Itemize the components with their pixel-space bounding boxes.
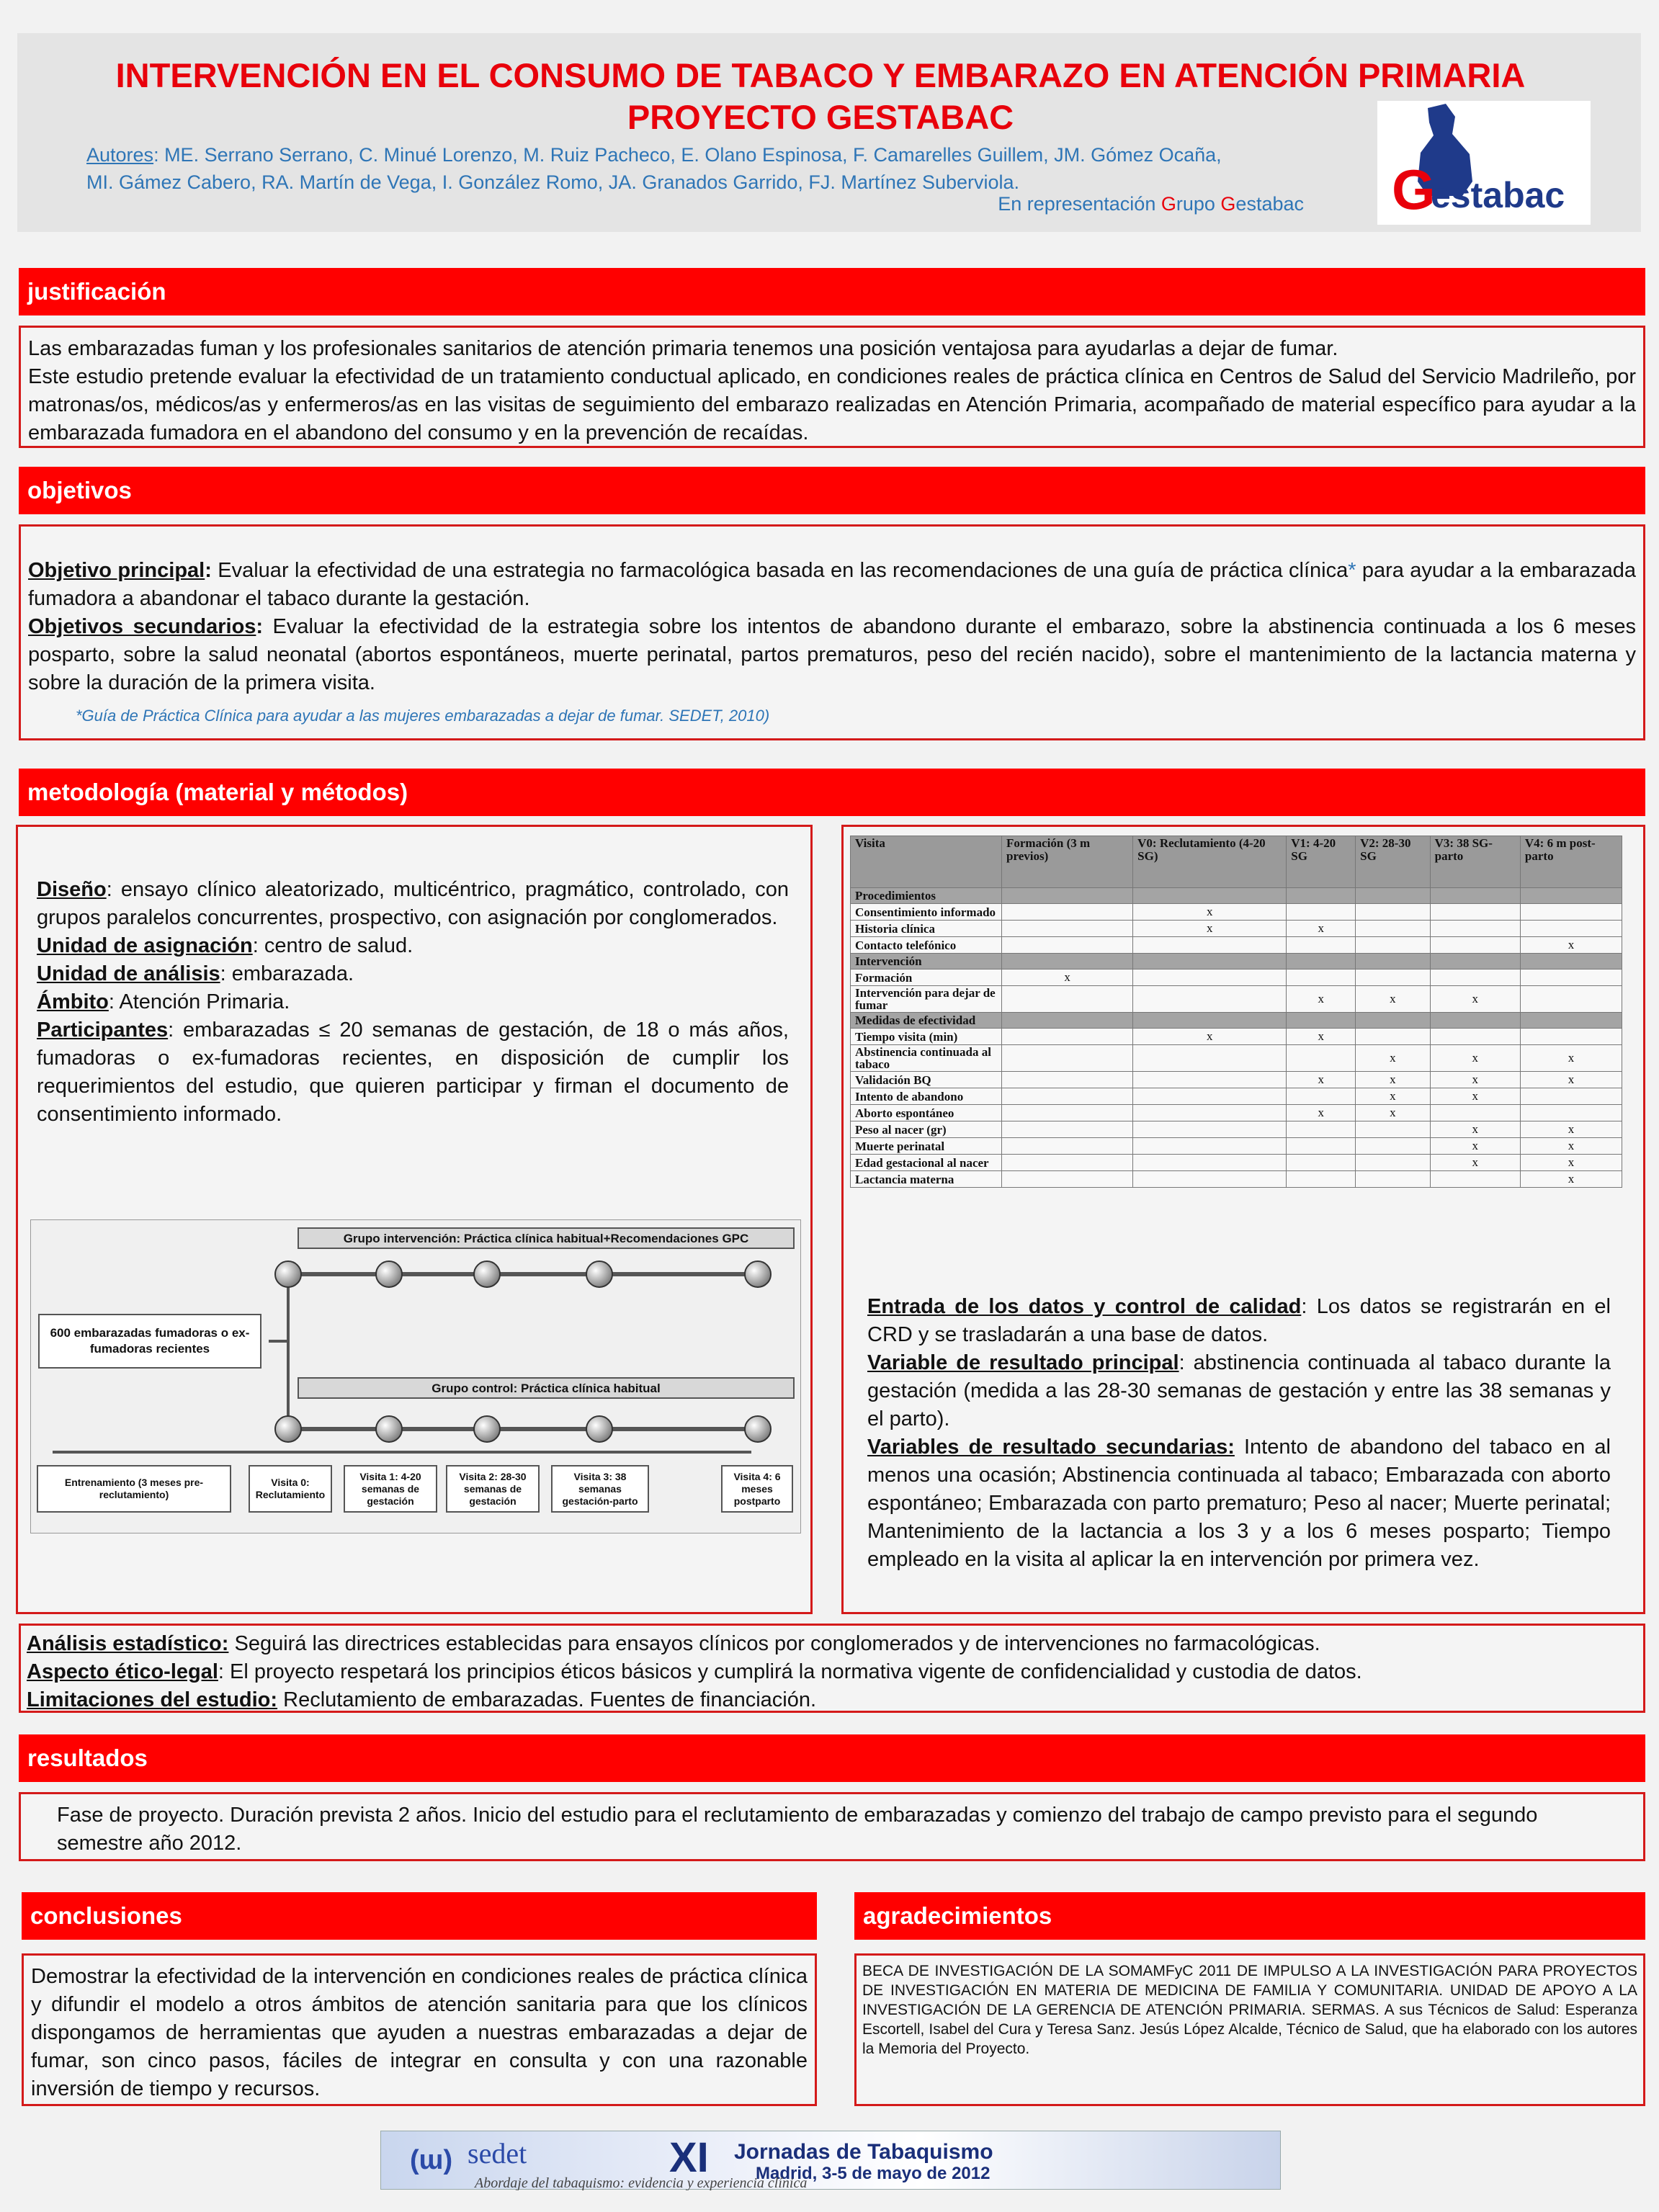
jornadas-banner-art [381, 2131, 1282, 2190]
stage-training: Entrenamiento (3 meses pre-reclutamiento) [37, 1465, 231, 1513]
variables-secundarias-item: Variables de resultado secundarias: Intento de abandono del tabaco en al menos una ocasión; Abstinencia continuada al tabaco; Embarazada con aborto espontáneo; Embarazada con parto prematuro; Peso al nacer; Muerte perinatal; Mantenimiento de la lactancia a los 3 y a los 6 meses posparto; Tiempo empleado en la visita al aplicar la en intervención por primera vez. [867, 1436, 1611, 1571]
table-cell [1356, 954, 1431, 970]
table-header-cell: V0: Reclutamiento (4-20 SG) [1133, 836, 1287, 888]
table-cell: x [1356, 1045, 1431, 1072]
guia-reference: *Guía de Práctica Clínica para ayudar a las mujeres embarazadas a dejar de fumar. SEDET, 2010) [76, 707, 770, 725]
table-cell: x [1430, 1138, 1520, 1155]
table-cell [1002, 1045, 1133, 1072]
resultados-text: Fase de proyecto. Duración prevista 2 años. Inicio del estudio para el reclutamiento de embarazadas y comienzo del trabajo de campo previsto para el segundo semestre año 2012. [57, 1804, 1538, 1855]
table-cell [1520, 921, 1622, 937]
table-cell [1002, 1105, 1133, 1121]
table-row [851, 1171, 1622, 1188]
table-row [851, 1088, 1622, 1105]
table-cell: x [1430, 1045, 1520, 1072]
table-cell: x [1520, 1045, 1622, 1072]
table-row [851, 1138, 1622, 1155]
table-cell [1287, 937, 1356, 954]
table-cell [1133, 888, 1287, 904]
authors-line2: MI. Gámez Cabero, RA. Martín de Vega, I. González Romo, JA. Granados Garrido, FJ. Martínez Suberviola. [86, 171, 1020, 193]
table-cell [1430, 904, 1520, 921]
table-cell: x [1356, 1105, 1431, 1121]
jornadas-banner [380, 2131, 1281, 2190]
metodologia-heading: metodología (material y métodos) [19, 769, 1645, 816]
table-cell: x [1520, 1121, 1622, 1138]
table-cell [1356, 1029, 1431, 1045]
table-cell [1287, 888, 1356, 904]
jornadas-date: Madrid, 3-5 de mayo de 2012 [756, 2164, 991, 2183]
intervention-node-2 [473, 1261, 501, 1288]
table-cell [1002, 1072, 1133, 1088]
stage-visit-4: Visita 4: 6 meses postparto [721, 1465, 793, 1513]
table-cell: x [1520, 1072, 1622, 1088]
table-cell: x [1430, 986, 1520, 1013]
table-cell: Formación [851, 970, 1002, 986]
table-cell [1520, 1088, 1622, 1105]
control-node-1 [375, 1415, 403, 1443]
gestabac-logo-icon [1377, 101, 1591, 225]
conclusiones-heading: conclusiones [22, 1892, 817, 1940]
jornadas-subtitle: Abordaje del tabaquismo: evidencia y experiencia clínica [475, 2175, 808, 2190]
table-cell [1002, 921, 1133, 937]
table-cell: Lactancia materna [851, 1171, 1002, 1188]
table-cell: x [1356, 986, 1431, 1013]
table-cell [1133, 1013, 1287, 1029]
table-cell [1133, 1121, 1287, 1138]
table-cell [1002, 1029, 1133, 1045]
participantes-item: Participantes: embarazadas ≤ 20 semanas de gestación, de 18 o más años, fumadoras o ex-fumadoras recientes, en disposición de cumplir los requerimientos del estudio, que quieren participar y firman el documento de consentimiento informado. [37, 1018, 789, 1126]
control-node-0 [274, 1415, 302, 1443]
unidad-asignacion-item: Unidad de asignación: centro de salud. [37, 934, 413, 957]
table-cell [1002, 904, 1133, 921]
table-cell: Abstinencia continuada al tabaco [851, 1045, 1002, 1072]
table-cell [1356, 1155, 1431, 1171]
xi-roman: XI [669, 2134, 709, 2181]
table-row [851, 986, 1622, 1013]
variable-principal-item: Variable de resultado principal: abstinencia continuada al tabaco durante la gestación (medida a las 28-30 semanas de gestación y entre las 38 semanas y el parto). [867, 1351, 1611, 1430]
table-row [851, 921, 1622, 937]
table-cell: x [1430, 1088, 1520, 1105]
table-cell [1002, 1155, 1133, 1171]
table-cell: x [1430, 1155, 1520, 1171]
table-cell: Intervención [851, 954, 1002, 970]
metodologia-right-text [867, 1293, 1611, 1574]
table-cell [1002, 1013, 1133, 1029]
table-header-cell: V1: 4-20 SG [1287, 836, 1356, 888]
authors-block [86, 141, 1311, 196]
table-cell [1430, 1029, 1520, 1045]
intervention-node-4 [744, 1261, 772, 1288]
table-cell [1520, 954, 1622, 970]
visits-table-wrapper [850, 836, 1622, 1276]
table-cell: x [1287, 1029, 1356, 1045]
table-cell: Consentimiento informado [851, 904, 1002, 921]
table-cell [1430, 937, 1520, 954]
table-cell [1520, 986, 1622, 1013]
table-cell [1287, 970, 1356, 986]
table-cell: x [1287, 921, 1356, 937]
table-cell [1002, 1088, 1133, 1105]
table-cell [1002, 1171, 1133, 1188]
group-representation: En representación Grupo Gestabac [998, 193, 1304, 215]
table-row [851, 904, 1622, 921]
control-node-3 [586, 1415, 613, 1443]
stage-visit-2: Visita 2: 28-30 semanas de gestación [446, 1465, 540, 1513]
stage-visit-3: Visita 3: 38 semanas gestación-parto [551, 1465, 649, 1513]
table-cell [1356, 970, 1431, 986]
table-header-cell: Formación (3 m previos) [1002, 836, 1133, 888]
table-cell [1133, 937, 1287, 954]
table-cell [1430, 1171, 1520, 1188]
table-cell: Validación BQ [851, 1072, 1002, 1088]
analisis-item: Análisis estadístico: Seguirá las directrices establecidas para ensayos clínicos por conglomerados y de intervenciones no farmacológicas. [27, 1632, 1320, 1655]
table-cell [1287, 904, 1356, 921]
table-cell [1133, 1138, 1287, 1155]
aspecto-item: Aspecto ético-legal: El proyecto respetará los principios éticos básicos y cumplirá la normativa vigente de confidencialidad y custodia de datos. [27, 1660, 1362, 1683]
table-section-row [851, 1013, 1622, 1029]
table-row [851, 1105, 1622, 1121]
table-row [851, 970, 1622, 986]
table-cell [1133, 986, 1287, 1013]
table-cell: Procedimientos [851, 888, 1002, 904]
logo-text: estabac [1431, 175, 1565, 215]
table-cell: Medidas de efectividad [851, 1013, 1002, 1029]
table-cell [1430, 921, 1520, 937]
table-cell [1520, 1013, 1622, 1029]
sedet-text: sedet [468, 2137, 527, 2170]
poster-title-line2: PROYECTO GESTABAC [627, 98, 1014, 136]
group-control-label: Grupo control: Práctica clínica habitual [298, 1377, 795, 1399]
table-cell: Muerte perinatal [851, 1138, 1002, 1155]
table-cell: x [1287, 1105, 1356, 1121]
table-cell [1287, 1155, 1356, 1171]
table-cell [1133, 1105, 1287, 1121]
conclusiones-box [22, 1953, 817, 2106]
table-cell: Historia clínica [851, 921, 1002, 937]
table-row [851, 1121, 1622, 1138]
limitaciones-item: Limitaciones del estudio: Reclutamiento de embarazadas. Fuentes de financiación. [27, 1688, 817, 1711]
intervention-node-1 [375, 1261, 403, 1288]
poster-title-line1: INTERVENCIÓN EN EL CONSUMO DE TABACO Y EMBARAZO EN ATENCIÓN PRIMARIA [115, 56, 1526, 94]
table-cell: x [1520, 1171, 1622, 1188]
table-cell [1356, 1138, 1431, 1155]
table-cell [1356, 921, 1431, 937]
table-cell [1430, 970, 1520, 986]
objetivos-secundarios: Objetivos secundarios: Evaluar la efectividad de la estrategia sobre los intentos de abandono durante el embarazo, sobre la abstinencia continuada a los 6 meses posparto, sobre la salud neonatal (abortos espontáneos, muerte perinatal, partos prematuros, peso del recién nacido), sobre el mantenimiento de la lactancia materna y sobre la duración de la primera visita. [28, 615, 1636, 694]
table-cell [1356, 1171, 1431, 1188]
table-cell [1520, 1029, 1622, 1045]
table-cell: x [1287, 986, 1356, 1013]
table-cell: Peso al nacer (gr) [851, 1121, 1002, 1138]
table-cell: x [1430, 1121, 1520, 1138]
table-cell [1002, 954, 1133, 970]
sedet-mark-icon: (ɯ) [410, 2145, 453, 2175]
group-intervention-label: Grupo intervención: Práctica clínica habitual+Recomendaciones GPC [298, 1227, 795, 1249]
table-cell [1430, 1013, 1520, 1029]
table-cell [1133, 1171, 1287, 1188]
stage-visit-0: Visita 0: Reclutamiento [249, 1465, 332, 1513]
table-cell [1430, 954, 1520, 970]
justificacion-box [19, 326, 1645, 448]
resultados-heading: resultados [19, 1734, 1645, 1782]
authors-label: Autores [86, 144, 154, 166]
table-cell [1133, 954, 1287, 970]
table-cell [1520, 888, 1622, 904]
table-cell: x [1356, 1072, 1431, 1088]
table-cell [1520, 970, 1622, 986]
agradecimientos-box [854, 1953, 1645, 2106]
table-cell [1520, 1105, 1622, 1121]
table-cell [1133, 1072, 1287, 1088]
table-cell [1520, 904, 1622, 921]
agradecimientos-text: BECA DE INVESTIGACIÓN DE LA SOMAMFyC 2011 DE IMPULSO A LA INVESTIGACIÓN PARA PROYECTOS DE INVESTIGACIÓN EN MATERIA DE MEDICINA DE FAMILIA Y COMUNITARIA. UNIDAD DE APOYO A LA INVESTIGACIÓN DE LA GERENCIA DE ATENCIÓN PRIMARIA. SERMAS. A sus Técnicos de Salud: Esperanza Escortell, Isabel del Cura y Teresa Sanz. Jesús López Alcalde, Técnico de Salud, que ha elaborado con los autores la Memoria del Proyecto. [862, 1963, 1637, 2057]
table-cell [1287, 1138, 1356, 1155]
table-cell: x [1133, 1029, 1287, 1045]
table-cell: x [1520, 937, 1622, 954]
table-cell [1002, 986, 1133, 1013]
table-cell [1356, 888, 1431, 904]
table-cell: x [1520, 1155, 1622, 1171]
table-cell [1002, 888, 1133, 904]
stage-visit-1: Visita 1: 4-20 semanas de gestación [344, 1465, 437, 1513]
table-row [851, 937, 1622, 954]
diseno-item: Diseño: ensayo clínico aleatorizado, multicéntrico, pragmático, controlado, con grupos paralelos concurrentes, prospectivo, con asignación por conglomerados. [37, 878, 789, 929]
resultados-box [19, 1792, 1645, 1861]
table-cell: x [1287, 1072, 1356, 1088]
table-cell [1430, 1105, 1520, 1121]
table-section-row [851, 954, 1622, 970]
table-cell [1356, 1013, 1431, 1029]
logo-g-letter: G [1392, 158, 1436, 221]
objetivos-heading: objetivos [19, 467, 1645, 514]
control-node-4 [744, 1415, 772, 1443]
table-cell [1287, 1088, 1356, 1105]
table-cell: x [1133, 904, 1287, 921]
table-cell [1287, 1121, 1356, 1138]
table-cell [1430, 888, 1520, 904]
table-row [851, 1072, 1622, 1088]
justificacion-p1: Las embarazadas fuman y los profesionales sanitarios de atención primaria tenemos una posición ventajosa para ayudarlas a dejar de fumar. [28, 337, 1338, 360]
population-box: 600 embarazadas fumadoras o ex-fumadoras recientes [38, 1314, 261, 1369]
objetivo-principal: Objetivo principal: Evaluar la efectividad de una estrategia no farmacológica basada en las recomendaciones de una guía de práctica clínica* para ayudar a la embarazada fumadora a abandonar el tabaco durante la gestación. [28, 559, 1636, 610]
ambito-item: Ámbito: Atención Primaria. [37, 990, 290, 1013]
table-cell [1002, 1138, 1133, 1155]
jornadas-title: Jornadas de Tabaquismo [734, 2140, 993, 2164]
conclusiones-text: Demostrar la efectividad de la intervención en condiciones reales de práctica clínica y difundir el modelo a otros ámbitos de atención sanitaria para que los clínicos dispongamos de herramientas que ayuden a nuestras embarazadas a dejar de fumar, son cinco pasos, fáciles de integrar en consulta y con una razonable inversión de tiempo y recursos. [31, 1965, 808, 2100]
table-cell [1133, 1045, 1287, 1072]
table-cell [1287, 1013, 1356, 1029]
table-cell: Intento de abandono [851, 1088, 1002, 1105]
table-header-cell: Visita [851, 836, 1002, 888]
table-cell [1356, 904, 1431, 921]
agradecimientos-heading: agradecimientos [854, 1892, 1645, 1940]
intervention-node-3 [586, 1261, 613, 1288]
table-cell: x [1520, 1138, 1622, 1155]
table-header-cell: V3: 38 SG-parto [1430, 836, 1520, 888]
table-cell: Contacto telefónico [851, 937, 1002, 954]
table-cell [1133, 1155, 1287, 1171]
analisis-box [19, 1624, 1645, 1713]
table-cell [1287, 1171, 1356, 1188]
visits-table-header [851, 836, 1622, 888]
table-row [851, 1045, 1622, 1072]
table-cell: Edad gestacional al nacer [851, 1155, 1002, 1171]
table-cell [1002, 937, 1133, 954]
table-row [851, 1155, 1622, 1171]
objetivos-box [19, 524, 1645, 740]
control-node-2 [473, 1415, 501, 1443]
table-cell: x [1356, 1088, 1431, 1105]
table-cell: Tiempo visita (min) [851, 1029, 1002, 1045]
justificacion-heading: justificación [19, 268, 1645, 315]
visits-table [850, 836, 1622, 1188]
table-cell [1356, 937, 1431, 954]
visits-table-body [851, 888, 1622, 1188]
table-cell [1287, 954, 1356, 970]
table-section-row [851, 888, 1622, 904]
table-header-cell: V4: 6 m post-parto [1520, 836, 1622, 888]
study-design-diagram [30, 1219, 801, 1533]
table-cell: x [1002, 970, 1133, 986]
table-cell [1133, 1088, 1287, 1105]
table-cell: x [1430, 1072, 1520, 1088]
table-cell [1287, 1045, 1356, 1072]
table-cell [1133, 970, 1287, 986]
intervention-node-0 [274, 1261, 302, 1288]
unidad-analisis-item: Unidad de análisis: embarazada. [37, 962, 354, 985]
table-cell: Aborto espontáneo [851, 1105, 1002, 1121]
entrada-datos-item: Entrada de los datos y control de calidad: Los datos se registrarán en el CRD y se trasladarán a una base de datos. [867, 1295, 1611, 1346]
table-cell [1356, 1121, 1431, 1138]
authors-line1: : ME. Serrano Serrano, C. Minué Lorenzo, M. Ruiz Pacheco, E. Olano Espinosa, F. Camarelles Guillem, JM. Gómez Ocaña, [153, 144, 1222, 166]
table-cell: x [1133, 921, 1287, 937]
gestabac-logo [1377, 101, 1591, 225]
table-cell: Intervención para dejar de fumar [851, 986, 1002, 1013]
table-header-cell: V2: 28-30 SG [1356, 836, 1431, 888]
table-row [851, 1029, 1622, 1045]
table-cell [1002, 1121, 1133, 1138]
justificacion-p2: Este estudio pretende evaluar la efectividad de un tratamiento conductual aplicado, en condiciones reales de práctica clínica en Centros de Salud del Servicio Madrileño, por matronas/os, médicos/as y enfermeros/as en las visitas de seguimiento del embarazo realizadas en Atención Primaria, acompañado de material específico para ayudar a la embarazada fumadora en el abandono del consumo y en la prevención de recaídas. [28, 365, 1636, 444]
